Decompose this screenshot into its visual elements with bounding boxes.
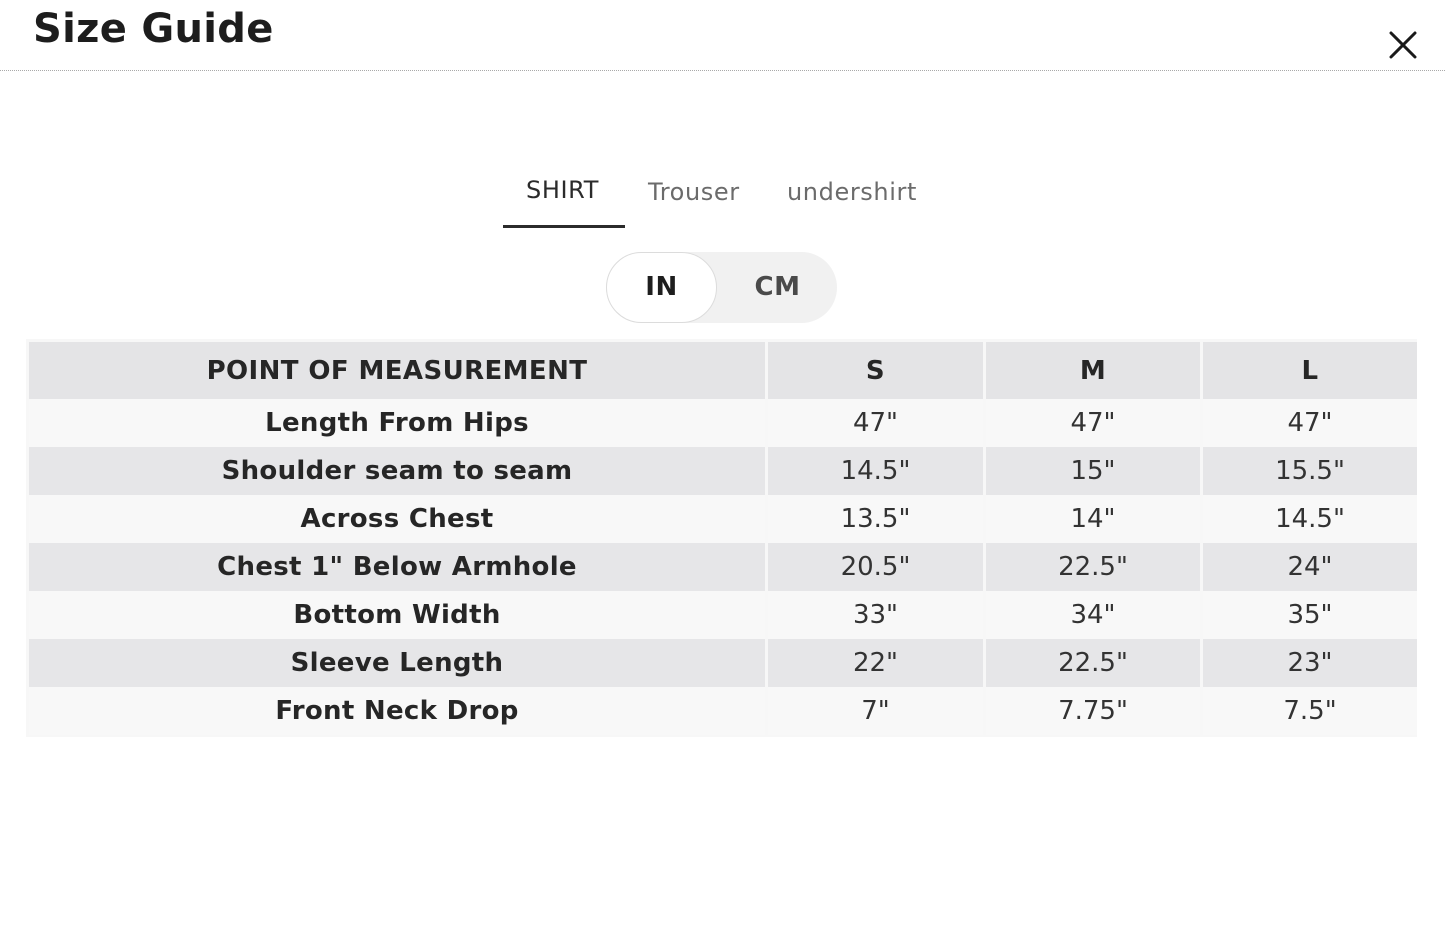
column-header-l: L — [1203, 339, 1417, 399]
size-value: 22" — [768, 639, 983, 687]
size-value: 15.5" — [1203, 447, 1417, 495]
table-row — [29, 399, 1417, 447]
column-header-s: S — [768, 339, 983, 399]
measurement-label: Chest 1" Below Armhole — [29, 543, 765, 591]
unit-cm-button[interactable]: CM — [754, 272, 801, 302]
unit-in-button[interactable]: IN — [606, 252, 717, 323]
size-value: 14.5" — [768, 447, 983, 495]
measurement-label: Shoulder seam to seam — [29, 447, 765, 495]
table-row — [29, 543, 1417, 591]
garment-tabs — [503, 160, 943, 230]
measurement-label: Bottom Width — [29, 591, 765, 639]
table-row — [29, 495, 1417, 543]
size-value: 47" — [1203, 399, 1417, 447]
size-value: 24" — [1203, 543, 1417, 591]
size-value: 14" — [986, 495, 1200, 543]
size-value: 33" — [768, 591, 983, 639]
modal-title: Size Guide — [33, 6, 274, 52]
column-header-measurement: POINT OF MEASUREMENT — [29, 339, 765, 399]
size-value: 7" — [768, 687, 983, 735]
size-value: 35" — [1203, 591, 1417, 639]
size-table — [26, 339, 1420, 735]
active-tab-indicator — [503, 225, 625, 228]
size-value: 34" — [986, 591, 1200, 639]
size-value: 47" — [768, 399, 983, 447]
size-value: 14.5" — [1203, 495, 1417, 543]
size-value: 47" — [986, 399, 1200, 447]
size-value: 23" — [1203, 639, 1417, 687]
size-table-container — [26, 339, 1417, 737]
size-value: 20.5" — [768, 543, 983, 591]
tab-shirt[interactable]: SHIRT — [526, 176, 599, 204]
close-icon — [1384, 26, 1422, 64]
column-header-m: M — [986, 339, 1200, 399]
measurement-label: Length From Hips — [29, 399, 765, 447]
measurement-label: Across Chest — [29, 495, 765, 543]
tab-undershirt[interactable]: undershirt — [787, 178, 917, 206]
size-value: 13.5" — [768, 495, 983, 543]
table-row — [29, 687, 1417, 735]
table-row — [29, 591, 1417, 639]
close-button[interactable] — [1384, 26, 1422, 64]
table-row — [29, 447, 1417, 495]
tab-trouser[interactable]: Trouser — [648, 178, 740, 206]
table-row — [29, 639, 1417, 687]
table-header-row — [29, 339, 1417, 399]
modal-header — [0, 0, 1445, 71]
unit-toggle — [606, 252, 837, 323]
size-value: 15" — [986, 447, 1200, 495]
size-value: 22.5" — [986, 639, 1200, 687]
measurement-label: Sleeve Length — [29, 639, 765, 687]
size-value: 7.5" — [1203, 687, 1417, 735]
size-value: 22.5" — [986, 543, 1200, 591]
measurement-label: Front Neck Drop — [29, 687, 765, 735]
size-value: 7.75" — [986, 687, 1200, 735]
